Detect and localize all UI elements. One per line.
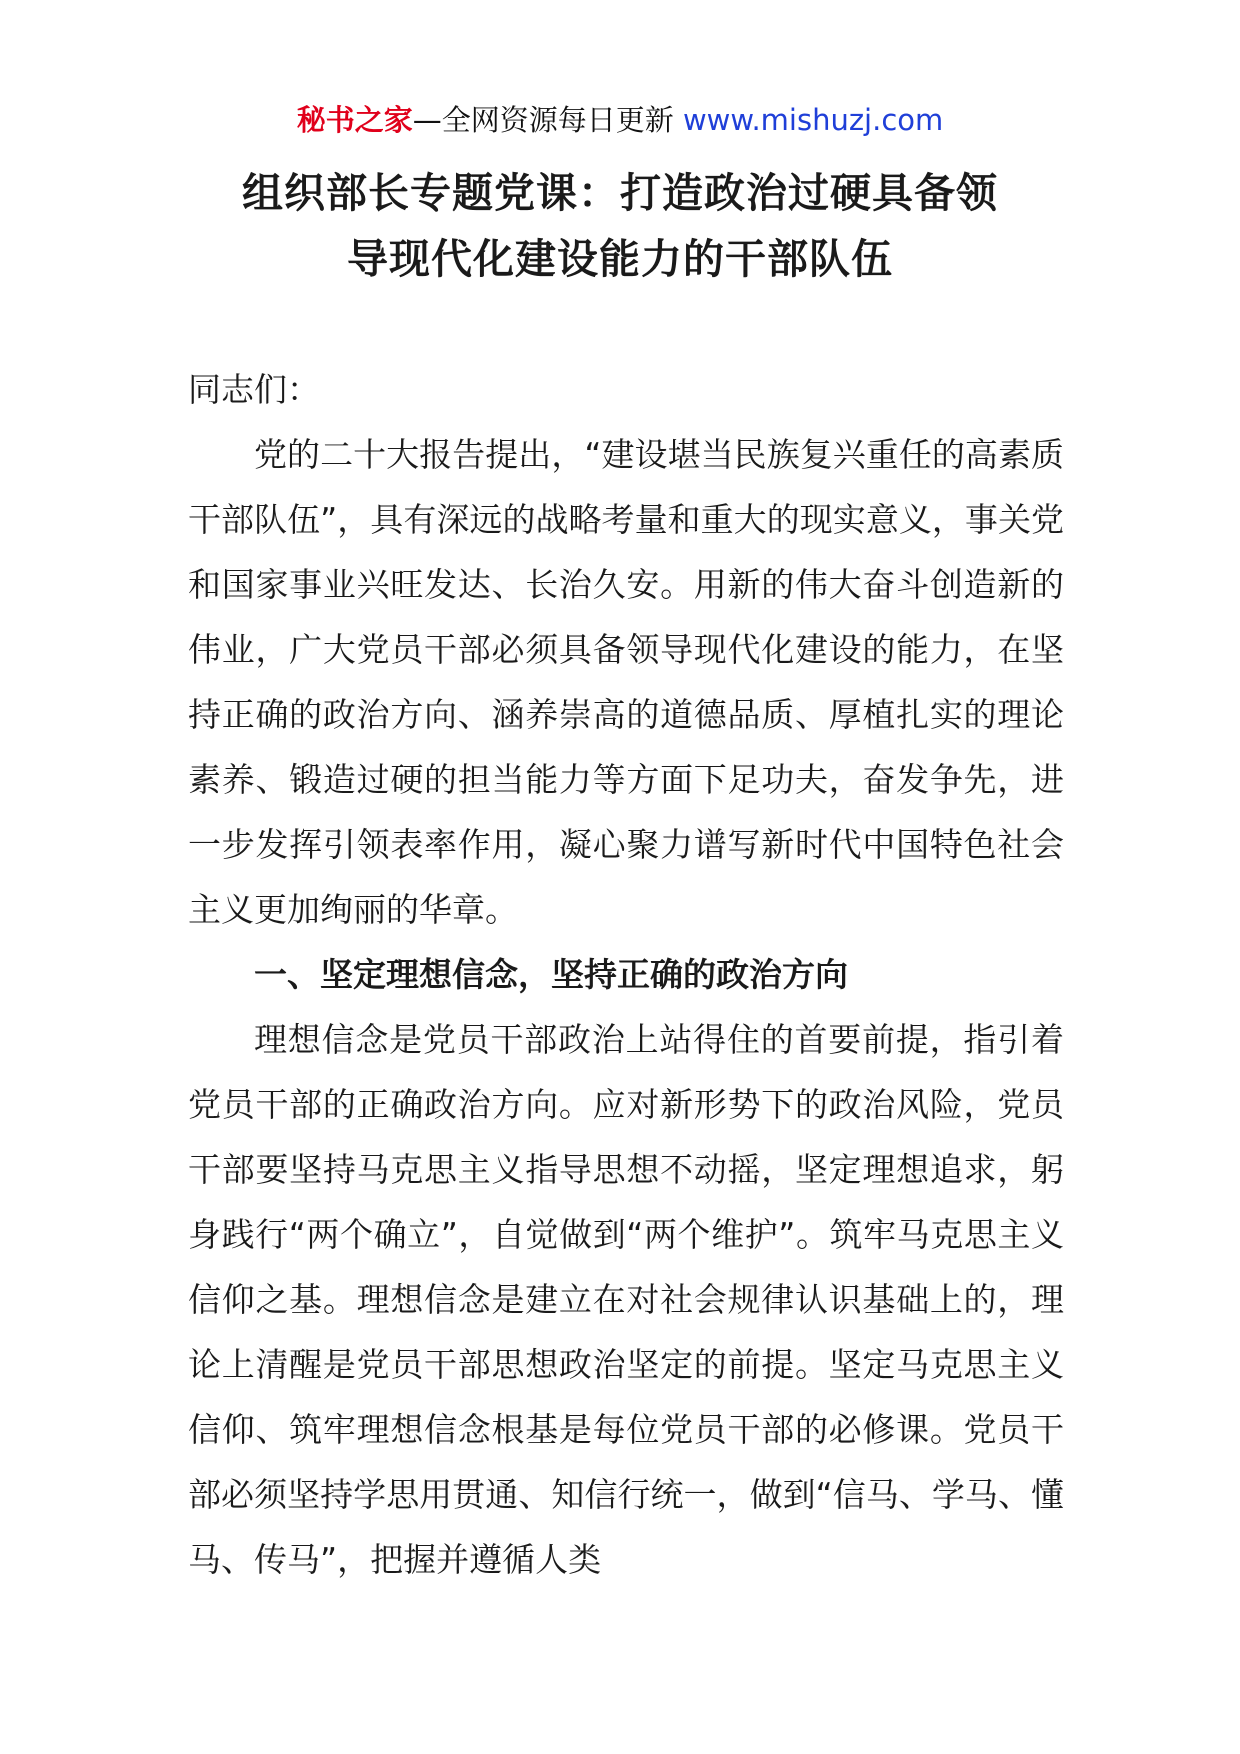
- header-tagline: —全网资源每日更新: [412, 103, 674, 137]
- site-url-link[interactable]: www.mishuzj.com: [682, 103, 944, 137]
- title-line-2: 导现代化建设能力的干部队伍: [347, 235, 893, 283]
- paragraph-intro: 党的二十大报告提出，“建设堪当民族复兴重任的高素质干部队伍”，具有深远的战略考量和重大的现实意义，事关党和国家事业兴旺发达、长治久安。用新的伟大奋斗创造新的伟业，广大党员干部必须具备领导现代化建设的能力，在坚持正确的政治方向、涵养崇高的道德品质、厚植扎实的理论素养、锻造过硬的担当能力等方面下足功夫，奋发争先，进一步发挥引领表率作用，凝心聚力谱写新时代中国特色社会主义更加绚丽的华章。: [188, 435, 1064, 929]
- salutation: 同志们：: [188, 370, 320, 409]
- document-body: [188, 357, 1064, 1592]
- brand-name: 秘书之家: [296, 103, 413, 137]
- title-line-1: 组织部长专题党课：打造政治过硬具备领: [242, 169, 998, 217]
- section-heading-1: 一、坚定理想信念，坚持正确的政治方向: [254, 955, 848, 994]
- document-title: [150, 160, 1090, 292]
- paragraph-section-1: 理想信念是党员干部政治上站得住的首要前提，指引着党员干部的正确政治方向。应对新形势下的政治风险，党员干部要坚持马克思主义指导思想不动摇，坚定理想追求，躬身践行“两个确立”，自觉做到“两个维护”。筑牢马克思主义信仰之基。理想信念是建立在对社会规律认识基础上的，理论上清醒是党员干部思想政治坚定的前提。坚定马克思主义信仰、筑牢理想信念根基是每位党员干部的必修课。党员干部必须坚持学思用贯通、知信行统一，做到“信马、学马、懂马、传马”，把握并遵循人类: [188, 1020, 1064, 1579]
- site-header: [0, 100, 1240, 140]
